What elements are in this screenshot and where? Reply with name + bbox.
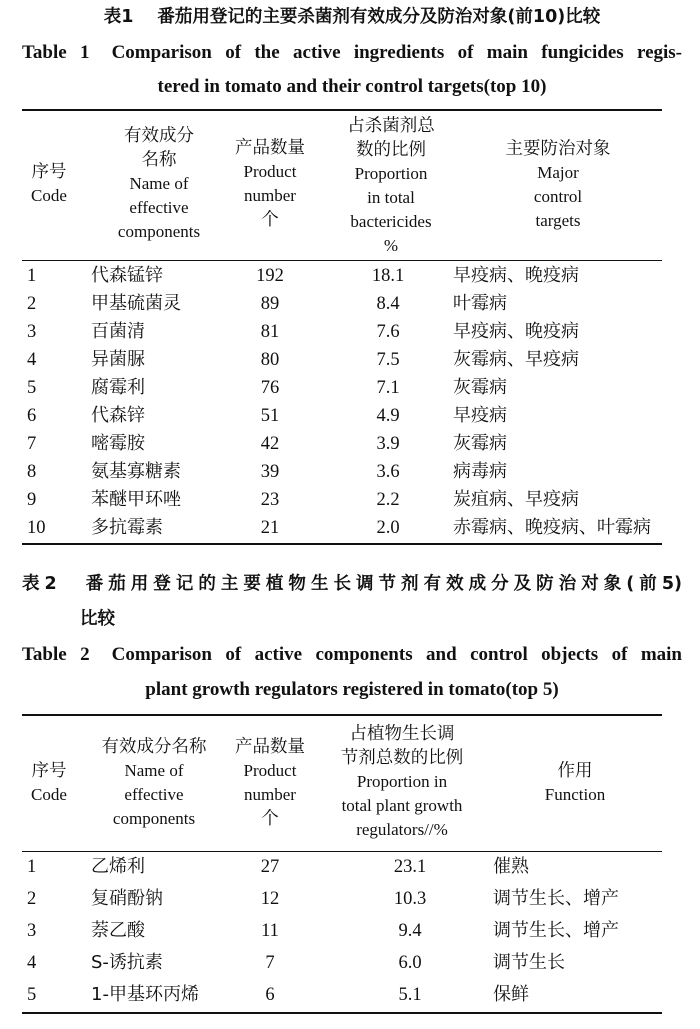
t2-h-name-en2: effective (124, 785, 184, 804)
cell-name: 1-甲基环丙烯 (91, 984, 199, 1005)
table1-title-en-2: tered in tomato and their control targets(top 10) (157, 76, 547, 97)
table2-header-proportion (322, 722, 482, 842)
cell-code: 1 (27, 266, 37, 286)
table2-title-en-2: plant growth regulators registered in tomato(top 5) (145, 679, 559, 700)
table2-header-rule (22, 851, 662, 852)
cell-code: 7 (27, 434, 37, 454)
cell-code: 3 (27, 322, 37, 342)
cell-number: 42 (260, 434, 280, 454)
table1-label-en: Table 1 (22, 42, 90, 63)
table2-header-number (222, 735, 318, 831)
table1-header-name (94, 124, 224, 244)
table2-title-cn-1: 番茄用登记的主要植物生长调节剂有效成分及防治对象(前5) (80, 574, 682, 594)
cell-proportion: 6.0 (398, 953, 422, 973)
t1-h-tgt-en2: control (533, 187, 583, 206)
table1-header-targets (468, 137, 648, 233)
cell-code: 4 (27, 350, 37, 370)
cell-name: 多抗霉素 (91, 517, 163, 538)
cell-code: 9 (27, 490, 37, 510)
cell-proportion: 10.3 (393, 889, 427, 909)
cell-proportion: 7.5 (376, 350, 400, 370)
t1-h-tgt-zh: 主要防治对象 (505, 139, 611, 159)
table-row (0, 458, 700, 486)
cell-number: 51 (260, 406, 280, 426)
t1-h-name-en2: effective (129, 198, 189, 217)
cell-proportion: 7.1 (376, 378, 400, 398)
cell-code: 8 (27, 462, 37, 482)
cell-number: 76 (260, 378, 280, 398)
table1-header-proportion (328, 114, 454, 258)
cell-proportion: 7.6 (376, 322, 400, 342)
table1-header-number (222, 136, 318, 232)
t2-h-num-zh: 产品数量 (235, 737, 305, 757)
cell-number: 11 (261, 921, 279, 941)
cell-code: 10 (27, 518, 46, 538)
table2-title-en-1: Comparison of active components and control objects of main (111, 644, 683, 665)
t2-h-num-en1: Product (243, 761, 297, 780)
t1-h-num-en1: Product (243, 162, 297, 181)
cell-number: 12 (260, 889, 280, 909)
cell-targets: 病毒病 (453, 461, 507, 482)
table-row (0, 374, 700, 402)
cell-code: 6 (27, 406, 37, 426)
table2-header-name (84, 735, 224, 831)
cell-targets: 早疫病、晚疫病 (453, 265, 579, 286)
table2-title-cn-2: 比较 (80, 609, 115, 629)
cell-number: 39 (260, 462, 280, 482)
table-row (0, 917, 700, 945)
table-row (0, 430, 700, 458)
cell-targets: 炭疽病、早疫病 (453, 489, 579, 510)
table2-caption-en-line2 (22, 673, 682, 707)
table-row (0, 486, 700, 514)
cell-targets: 灰霉病 (453, 433, 507, 454)
table-row (0, 514, 700, 542)
cell-name: 氨基寡糖素 (91, 461, 181, 482)
t2-h-prop-en3: regulators//% (356, 820, 448, 839)
cell-function: 保鲜 (493, 984, 529, 1005)
table1-label-cn: 表1 (103, 7, 134, 27)
cell-name: 苯醚甲环唑 (91, 489, 181, 510)
cell-proportion: 2.0 (376, 518, 400, 538)
cell-proportion: 2.2 (376, 490, 400, 510)
t1-h-name-zh1: 有效成分 (124, 126, 194, 146)
cell-proportion: 23.1 (393, 857, 427, 877)
cell-number: 80 (260, 350, 280, 370)
t1-h-name-zh2: 名称 (141, 150, 177, 170)
t1-h-num-zh: 产品数量 (235, 138, 305, 158)
table-row (0, 885, 700, 913)
cell-targets: 灰霉病 (453, 377, 507, 398)
t2-h-func-zh: 作用 (557, 761, 593, 781)
cell-function: 调节生长、增产 (493, 888, 619, 909)
table-row (0, 318, 700, 346)
table1-caption-cn (22, 1, 682, 33)
cell-name: 乙烯利 (91, 856, 145, 877)
t1-h-prop-en3: bactericides (350, 212, 432, 231)
cell-code: 5 (27, 378, 37, 398)
table2-header-code (14, 759, 84, 807)
cell-number: 81 (260, 322, 280, 342)
cell-name: 腐霉利 (91, 377, 145, 398)
t2-h-name-en1: Name of (124, 761, 184, 780)
t1-h-tgt-en3: targets (535, 211, 581, 230)
cell-name: 甲基硫菌灵 (91, 293, 181, 314)
t1-h-code-zh: 序号 (31, 162, 67, 182)
t1-h-code-en: Code (31, 186, 67, 205)
t1-h-tgt-en1: Major (537, 163, 579, 182)
table1-bottom-rule (22, 543, 662, 545)
table1-caption-en-line2 (22, 70, 682, 104)
cell-targets: 叶霉病 (453, 293, 507, 314)
cell-name: 复硝酚钠 (91, 888, 163, 909)
t2-h-prop-en1: Proportion in (356, 772, 448, 791)
t2-h-name-zh: 有效成分名称 (101, 737, 207, 757)
table1-header-code (14, 160, 84, 208)
cell-function: 调节生长、增产 (493, 920, 619, 941)
table-row (0, 981, 700, 1009)
table-row (0, 949, 700, 977)
table2-caption-cn-line2 (80, 603, 682, 635)
t1-h-num-unit: 个 (261, 210, 279, 230)
table2-header-function (505, 759, 645, 807)
table2-top-rule (22, 714, 662, 716)
t2-h-code-en: Code (31, 785, 67, 804)
table1-title-en-1: Comparison of the active ingredients of main fungicides regis- (111, 42, 683, 63)
t2-h-num-en2: number (244, 785, 296, 804)
cell-number: 23 (260, 490, 280, 510)
cell-function: 调节生长 (493, 952, 565, 973)
table2-label-en: Table 2 (22, 644, 90, 665)
cell-proportion: 3.9 (376, 434, 400, 454)
t1-h-prop-zh2: 数的比例 (356, 140, 426, 160)
cell-proportion: 3.6 (376, 462, 400, 482)
t1-h-prop-en1: Proportion (354, 164, 428, 183)
cell-name: 代森锰锌 (91, 265, 163, 286)
cell-proportion: 18.1 (371, 266, 405, 286)
cell-number: 192 (256, 266, 284, 286)
cell-targets: 早疫病 (453, 405, 507, 426)
table-row (0, 262, 700, 290)
t1-h-prop-en2: in total (367, 188, 415, 207)
cell-name: 代森锌 (91, 405, 145, 426)
t1-h-name-en3: components (117, 222, 201, 241)
cell-code: 1 (27, 857, 37, 877)
cell-name: 萘乙酸 (91, 920, 145, 941)
table2-bottom-rule (22, 1012, 662, 1014)
table-row (0, 402, 700, 430)
cell-name: 百菌清 (91, 321, 145, 342)
cell-number: 21 (260, 518, 280, 538)
cell-proportion: 9.4 (398, 921, 422, 941)
t1-h-name-en1: Name of (129, 174, 189, 193)
cell-targets: 灰霉病、早疫病 (453, 349, 579, 370)
cell-number: 7 (265, 953, 275, 973)
table1-caption-en-line1 (22, 36, 682, 70)
t2-h-num-unit: 个 (261, 809, 279, 829)
cell-code: 4 (27, 953, 37, 973)
t1-h-num-en2: number (244, 186, 296, 205)
cell-code: 2 (27, 889, 37, 909)
table-row (0, 346, 700, 374)
cell-code: 5 (27, 985, 37, 1005)
table1-top-rule (22, 109, 662, 111)
table2-label-cn: 表2 (22, 574, 57, 594)
t2-h-func-en: Function (544, 785, 606, 804)
cell-name: 异菌脲 (91, 349, 145, 370)
cell-number: 6 (265, 985, 275, 1005)
table2-caption-cn-line1 (22, 568, 682, 600)
cell-name: 嘧霉胺 (91, 433, 145, 454)
t1-h-prop-zh1: 占杀菌剂总 (347, 116, 435, 136)
t2-h-prop-zh2: 节剂总数的比例 (340, 748, 464, 768)
cell-proportion: 4.9 (376, 406, 400, 426)
table1-title-cn: 番茄用登记的主要杀菌剂有效成分及防治对象(前10)比较 (157, 7, 601, 27)
t2-h-name-en3: components (112, 809, 196, 828)
t2-h-prop-en2: total plant growth (341, 796, 463, 815)
cell-targets: 早疫病、晚疫病 (453, 321, 579, 342)
cell-proportion: 5.1 (398, 985, 422, 1005)
cell-function: 催熟 (493, 856, 529, 877)
cell-targets: 赤霉病、晚疫病、叶霉病 (453, 517, 651, 538)
table1-header-rule (22, 260, 662, 261)
table2-caption-en-line1 (22, 638, 682, 672)
t2-h-code-zh: 序号 (31, 761, 67, 781)
t1-h-prop-unit: % (383, 236, 399, 255)
table-row (0, 290, 700, 318)
table-row (0, 853, 700, 881)
cell-code: 2 (27, 294, 37, 314)
cell-number: 89 (260, 294, 280, 314)
cell-number: 27 (260, 857, 280, 877)
t2-h-prop-zh1: 占植物生长调 (349, 724, 455, 744)
cell-code: 3 (27, 921, 37, 941)
cell-proportion: 8.4 (376, 294, 400, 314)
cell-name: S-诱抗素 (91, 952, 163, 973)
